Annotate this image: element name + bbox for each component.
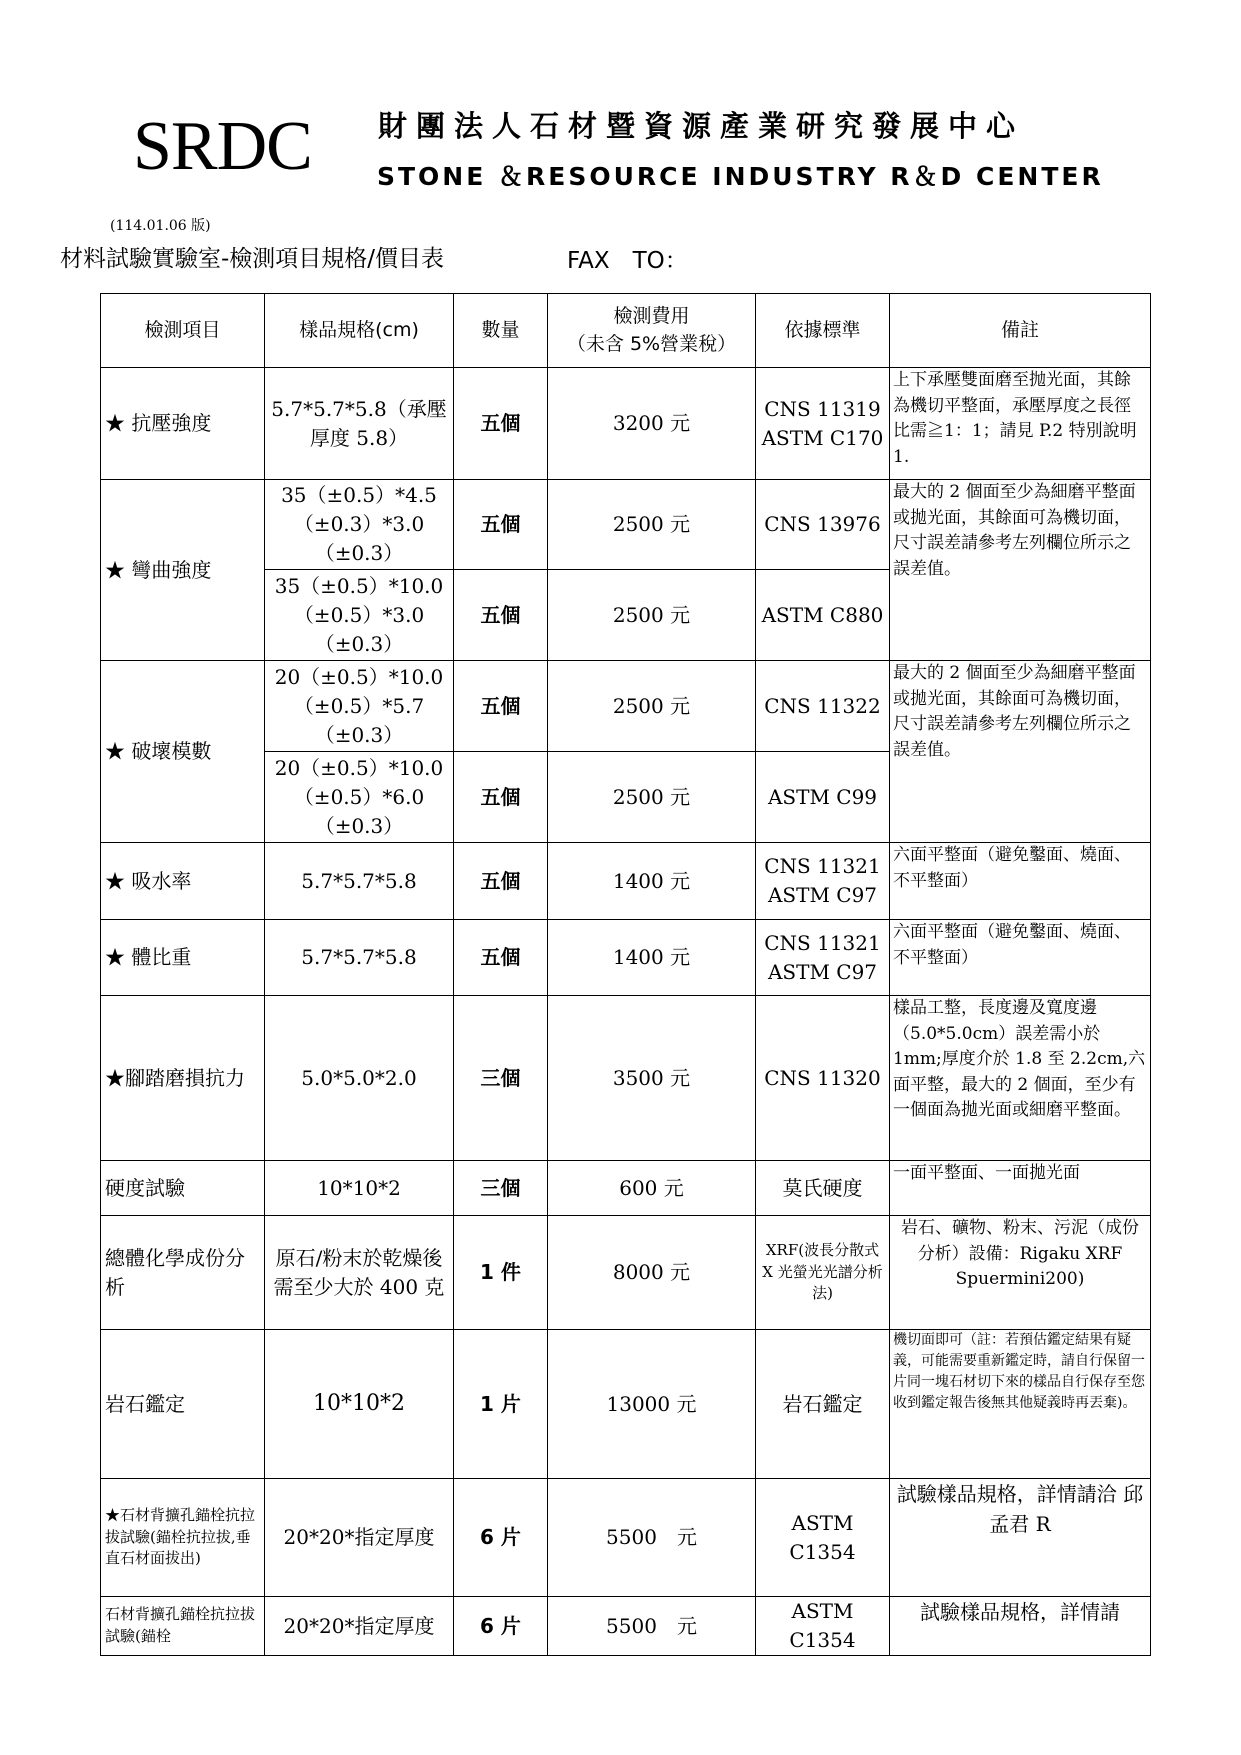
- table-row: [101, 1161, 1151, 1216]
- header-fee-line2: （未含 5%營業稅）: [566, 332, 737, 355]
- cell-standard: CNS 11321 ASTM C97: [756, 843, 890, 920]
- cell-spec: 5.7*5.7*5.8（承壓厚度 5.8）: [265, 368, 454, 480]
- cell-note: 最大的 2 個面至少為細磨平整面或拋光面，其餘面可為機切面，尺寸誤差請參考左列欄位所示之誤差值。: [890, 480, 1151, 661]
- version-label: (114.01.06 版): [110, 218, 211, 234]
- cell-fee: 5500 元: [548, 1479, 756, 1597]
- cell-spec: 5.7*5.7*5.8: [265, 843, 454, 920]
- cell-item: ★ 抗壓強度: [101, 368, 265, 480]
- srdc-logo: SRDC: [133, 108, 312, 185]
- cell-fee: 5500 元: [548, 1597, 756, 1656]
- cell-note: 機切面即可（註：若預估鑑定結果有疑義，可能需要重新鑑定時，請自行保留一片同一塊石材切下來的樣品自行保存至您收到鑑定報告後無其他疑義時再丟棄)。: [890, 1330, 1151, 1479]
- fax-to-label: FAX TO：: [567, 248, 688, 274]
- table-row: [101, 368, 1151, 480]
- cell-note: 樣品工整，長度邊及寬度邊（5.0*5.0cm）誤差需小於 1mm;厚度介於 1.8 至 2.2cm,六面平整，最大的 2 個面，至少有一個面為拋光面或細磨平整面。: [890, 996, 1151, 1161]
- header-qty: 數量: [454, 294, 548, 368]
- table-row: [101, 1330, 1151, 1479]
- org-name-english: STONE ＆RESOURCE INDUSTRY R＆D CENTER: [377, 162, 1104, 191]
- cell-qty: 1 件: [454, 1216, 548, 1330]
- cell-item: 硬度試驗: [101, 1161, 265, 1216]
- cell-note: 一面平整面、一面拋光面: [890, 1161, 1151, 1216]
- cell-standard: CNS 11321 ASTM C97: [756, 920, 890, 996]
- cell-standard: ASTM C99: [756, 752, 890, 843]
- header-standard: 依據標準: [756, 294, 890, 368]
- document-title: 材料試驗實驗室-檢測項目規格/價目表: [60, 246, 445, 272]
- header-fee: [548, 294, 756, 368]
- cell-item: ★腳踏磨損抗力: [101, 996, 265, 1161]
- cell-standard: ASTM C1354: [756, 1597, 890, 1656]
- cell-note: 最大的 2 個面至少為細磨平整面或拋光面，其餘面可為機切面，尺寸誤差請參考左列欄位所示之誤差值。: [890, 661, 1151, 843]
- cell-qty: 6 片: [454, 1597, 548, 1656]
- cell-fee: 1400 元: [548, 843, 756, 920]
- table-header-row: [101, 294, 1151, 368]
- cell-standard: CNS 11319 ASTM C170: [756, 368, 890, 480]
- cell-fee: 3500 元: [548, 996, 756, 1161]
- cell-spec: 20*20*指定厚度: [265, 1597, 454, 1656]
- cell-qty: 三個: [454, 996, 548, 1161]
- cell-qty: 1 片: [454, 1330, 548, 1479]
- cell-qty: 五個: [454, 368, 548, 480]
- table-row: [101, 843, 1151, 920]
- cell-qty: 五個: [454, 480, 548, 570]
- cell-item: 總體化學成份分析: [101, 1216, 265, 1330]
- price-table: [100, 293, 1151, 1656]
- header-spec: 樣品規格(cm): [265, 294, 454, 368]
- table-row: [101, 996, 1151, 1161]
- cell-spec: 20（±0.5）*10.0（±0.5）*5.7（±0.3）: [265, 661, 454, 752]
- cell-standard: ASTM C1354: [756, 1479, 890, 1597]
- table-row: [101, 661, 1151, 752]
- cell-standard: 岩石鑑定: [756, 1330, 890, 1479]
- cell-spec: 35（±0.5）*4.5（±0.3）*3.0（±0.3）: [265, 480, 454, 570]
- cell-qty: 五個: [454, 661, 548, 752]
- cell-item: 岩石鑑定: [101, 1330, 265, 1479]
- cell-standard: XRF(波長分散式 X 光螢光光譜分析法): [756, 1216, 890, 1330]
- cell-fee: 8000 元: [548, 1216, 756, 1330]
- header-item: 檢測項目: [101, 294, 265, 368]
- cell-item: ★ 破壞模數: [101, 661, 265, 843]
- cell-qty: 6 片: [454, 1479, 548, 1597]
- table-row: [101, 1597, 1151, 1656]
- table-row: [101, 1479, 1151, 1597]
- table-row: [101, 920, 1151, 996]
- cell-qty: 五個: [454, 570, 548, 661]
- cell-item: ★ 體比重: [101, 920, 265, 996]
- cell-spec: 5.7*5.7*5.8: [265, 920, 454, 996]
- cell-fee: 2500 元: [548, 661, 756, 752]
- cell-standard: ASTM C880: [756, 570, 890, 661]
- cell-note: 六面平整面（避免鑿面、燒面、不平整面）: [890, 843, 1151, 920]
- cell-qty: 五個: [454, 920, 548, 996]
- cell-note: 六面平整面（避免鑿面、燒面、不平整面）: [890, 920, 1151, 996]
- org-name-chinese: 財團法人石材暨資源產業研究發展中心: [378, 109, 1025, 143]
- cell-note: 岩石、礦物、粉末、污泥（成份分析）設備：Rigaku XRF Spuermini200): [890, 1216, 1151, 1330]
- header-fee-line1: 檢測費用: [613, 304, 690, 327]
- cell-spec: 10*10*2: [265, 1330, 454, 1479]
- cell-spec: 10*10*2: [265, 1161, 454, 1216]
- cell-spec: 20（±0.5）*10.0（±0.5）*6.0（±0.3）: [265, 752, 454, 843]
- cell-spec: 20*20*指定厚度: [265, 1479, 454, 1597]
- cell-item: ★ 吸水率: [101, 843, 265, 920]
- cell-spec: 5.0*5.0*2.0: [265, 996, 454, 1161]
- table-row: [101, 1216, 1151, 1330]
- cell-fee: 600 元: [548, 1161, 756, 1216]
- cell-fee: 2500 元: [548, 570, 756, 661]
- cell-note: 試驗樣品規格，詳情請洽 邱孟君 R: [890, 1479, 1151, 1597]
- cell-item: ★石材背擴孔錨栓抗拉拔試驗(錨栓抗拉拔,垂直石材面拔出): [101, 1479, 265, 1597]
- cell-note: 上下承壓雙面磨至抛光面，其餘為機切平整面，承壓厚度之長徑比需≧1：1；請見 P.2 特別說明 1.: [890, 368, 1151, 480]
- cell-spec: 原石/粉末於乾燥後需至少大於 400 克: [265, 1216, 454, 1330]
- cell-standard: 莫氏硬度: [756, 1161, 890, 1216]
- cell-standard: CNS 13976: [756, 480, 890, 570]
- cell-item: ★ 彎曲強度: [101, 480, 265, 661]
- table-row: [101, 480, 1151, 570]
- cell-qty: 五個: [454, 843, 548, 920]
- header-note: 備註: [890, 294, 1151, 368]
- cell-fee: 13000 元: [548, 1330, 756, 1479]
- cell-fee: 1400 元: [548, 920, 756, 996]
- cell-note: 試驗樣品規格，詳情請: [890, 1597, 1151, 1656]
- cell-standard: CNS 11320: [756, 996, 890, 1161]
- cell-item: 石材背擴孔錨栓抗拉拔試驗(錨栓: [101, 1597, 265, 1656]
- cell-fee: 3200 元: [548, 368, 756, 480]
- cell-fee: 2500 元: [548, 752, 756, 843]
- cell-qty: 三個: [454, 1161, 548, 1216]
- cell-spec: 35（±0.5）*10.0（±0.5）*3.0（±0.3）: [265, 570, 454, 661]
- cell-fee: 2500 元: [548, 480, 756, 570]
- cell-qty: 五個: [454, 752, 548, 843]
- cell-standard: CNS 11322: [756, 661, 890, 752]
